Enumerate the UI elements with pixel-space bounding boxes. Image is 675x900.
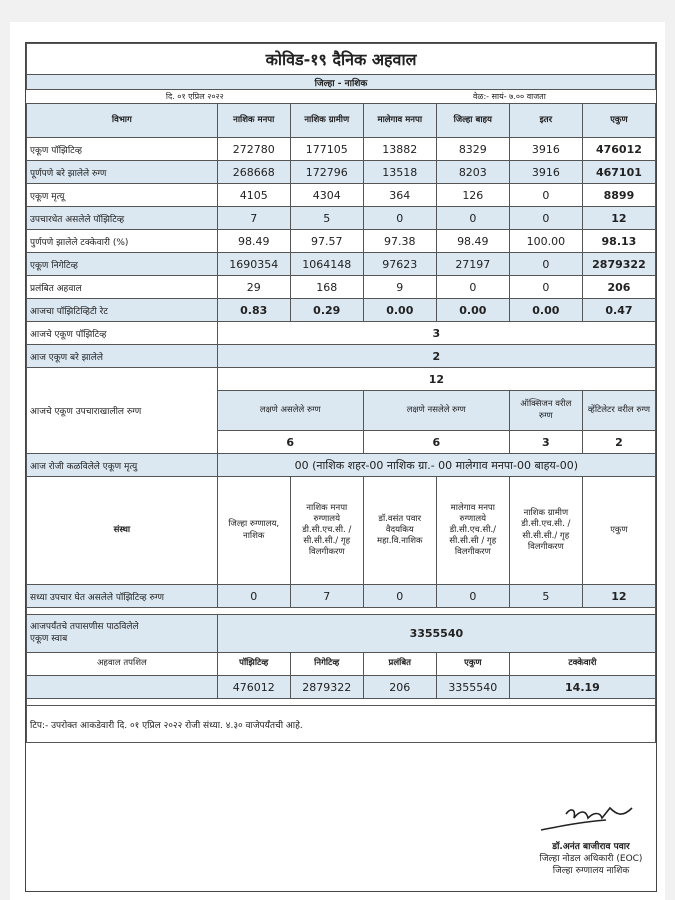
col-header: इतर — [509, 104, 582, 138]
swabs-value: 3355540 — [217, 615, 655, 653]
stat-row-value: 7 — [217, 207, 290, 230]
institution-value: 0 — [217, 585, 290, 608]
asymptomatic-value: 6 — [363, 431, 509, 454]
stat-row-value: 27197 — [436, 253, 509, 276]
institution-value: 5 — [509, 585, 582, 608]
report-percentage: 14.19 — [509, 676, 655, 699]
stat-row-label: आजचा पॉझिटिव्हिटी रेट — [27, 299, 218, 322]
stat-row-total: 476012 — [582, 138, 655, 161]
stat-row-label: उपचारधेत असलेले पॉझिटिव्ह — [27, 207, 218, 230]
institution-header: एकुण — [582, 477, 655, 585]
stat-row-value: 0.83 — [217, 299, 290, 322]
stat-row-total: 12 — [582, 207, 655, 230]
col-header: जिल्हा बाहय — [436, 104, 509, 138]
today-positive-label: आजचे एकूण पॉझिटिव्ह — [27, 322, 218, 345]
institution-header: जिल्हा रुग्णालय, नाशिक — [217, 477, 290, 585]
today-cured-value: 2 — [217, 345, 655, 368]
report-frame — [25, 42, 657, 892]
stat-row-label: एकूण निगेटिव्ह — [27, 253, 218, 276]
today-cured-label: आज एकूण बरे झालेले — [27, 345, 218, 368]
stat-row-total: 0.47 — [582, 299, 655, 322]
stat-row-value: 9 — [363, 276, 436, 299]
page-title: कोविड-१९ दैनिक अहवाल — [27, 44, 656, 75]
stat-row-value: 0 — [509, 276, 582, 299]
stat-row-value: 100.00 — [509, 230, 582, 253]
stat-row-value: 97.38 — [363, 230, 436, 253]
signature-block — [536, 800, 646, 877]
institution-value: 7 — [290, 585, 363, 608]
report-col-header: निगेटिव्ह — [290, 653, 363, 676]
institution-header: मालेगाव मनपा रुग्णालये डी.सी.एच.सी./ सी.सी.सी / गृह विलगीकरण — [436, 477, 509, 585]
under-treatment-label: आजचे एकूण उपचाराखालील रुग्ण — [27, 368, 218, 454]
stat-row-total: 8899 — [582, 184, 655, 207]
report-details-label: अहवाल तपशिल — [27, 653, 218, 676]
stat-row-value: 0 — [436, 207, 509, 230]
report-value: 206 — [363, 676, 436, 699]
district-label: जिल्हा - नाशिक — [27, 75, 656, 90]
stat-row-value: 29 — [217, 276, 290, 299]
stat-row-value: 0 — [509, 184, 582, 207]
stat-row-label: पुर्णपणे झालेले टक्केवारी (%) — [27, 230, 218, 253]
institution-header: नाशिक ग्रामीण डी.सी.एच.सी. /सी.सी.सी./ गृह विलगीकरण — [509, 477, 582, 585]
stat-row-value: 172796 — [290, 161, 363, 184]
institution-value: 0 — [363, 585, 436, 608]
report-sheet — [10, 22, 665, 900]
active-row-label: सध्या उपचार घेत असलेले पॉझिटिव्ह रुग्ण — [27, 585, 218, 608]
deaths-today-value: 00 (नाशिक शहर-00 नाशिक ग्रा.- 00 मालेगाव मनपा-00 बाहय-00) — [217, 454, 655, 477]
stat-row-value: 1690354 — [217, 253, 290, 276]
asymptomatic-header: लक्षणे नसलेले रुग्ण — [363, 391, 509, 431]
stat-row-value: 4304 — [290, 184, 363, 207]
stat-row-value: 98.49 — [436, 230, 509, 253]
stat-row-value: 4105 — [217, 184, 290, 207]
stats-body — [27, 138, 656, 322]
signatory-name: डॉ.अनंत बाजीराव पवार — [552, 841, 630, 852]
stat-row-value: 168 — [290, 276, 363, 299]
stat-row-value: 177105 — [290, 138, 363, 161]
stat-row-value: 0 — [363, 207, 436, 230]
report-date: दि. ०१ एप्रिल २०२२ — [27, 90, 364, 104]
stat-row-value: 5 — [290, 207, 363, 230]
stat-row-value: 8329 — [436, 138, 509, 161]
dept-header: विभाग — [27, 104, 218, 138]
stat-row-value: 13518 — [363, 161, 436, 184]
institution-total: 12 — [582, 585, 655, 608]
report-col-header: प्रलंबित — [363, 653, 436, 676]
symptomatic-value: 6 — [217, 431, 363, 454]
col-header: नाशिक मनपा — [217, 104, 290, 138]
signatory-office: जिल्हा रुग्णालय नाशिक — [552, 865, 630, 876]
today-positive-value: 3 — [217, 322, 655, 345]
stat-row-total: 98.13 — [582, 230, 655, 253]
stat-row-value: 0 — [436, 276, 509, 299]
stat-row-total: 467101 — [582, 161, 655, 184]
report-value: 3355540 — [436, 676, 509, 699]
report-col-header: एकुण — [436, 653, 509, 676]
report-blank-cell — [27, 676, 218, 699]
stat-row-total: 206 — [582, 276, 655, 299]
stat-row-value: 1064148 — [290, 253, 363, 276]
stat-row-value: 268668 — [217, 161, 290, 184]
swabs-label-line2: एकूण स्वाब — [30, 633, 68, 644]
institution-header: नाशिक मनपा रुग्णालये डी.सी.एच.सी. / सी.सी.सी./ गृह विलगीकरण — [290, 477, 363, 585]
oxygen-value: 3 — [509, 431, 582, 454]
stat-row-value: 97.57 — [290, 230, 363, 253]
stat-row-value: 272780 — [217, 138, 290, 161]
stat-row-value: 0.29 — [290, 299, 363, 322]
footnote: टिप:- उपरोक्त आकडेवारी दि. ०१ एप्रिल २०२२ रोजी संध्या. ४.३० वाजेपर्यंतची आहे. — [27, 706, 656, 743]
signature-mark — [536, 800, 646, 836]
col-header: मालेगाव मनपा — [363, 104, 436, 138]
stat-row-value: 0 — [509, 207, 582, 230]
stat-row-value: 0 — [509, 253, 582, 276]
stat-row-value: 13882 — [363, 138, 436, 161]
report-time: वेळ:- सायं- ७.०० वाजता — [363, 90, 655, 104]
institutions-label: संस्था — [27, 477, 218, 585]
stat-row-label: पूर्णपणे बरे झालेले रुग्ण — [27, 161, 218, 184]
stat-row-label: प्रलंबित अहवाल — [27, 276, 218, 299]
report-col-header: टक्केवारी — [509, 653, 655, 676]
stat-row-total: 2879322 — [582, 253, 655, 276]
oxygen-header: ऑक्सिजन वरील रुग्ण — [509, 391, 582, 431]
institution-header: डॉ.वसंत पवार वैदयकिय महा.वि.नाशिक — [363, 477, 436, 585]
stat-row-label: एकूण मृत्यू — [27, 184, 218, 207]
stat-row-value: 126 — [436, 184, 509, 207]
deaths-today-label: आज रोजी कळविलेले एकूण मृत्यु — [27, 454, 218, 477]
stat-row-value: 0.00 — [509, 299, 582, 322]
stat-row-value: 0.00 — [363, 299, 436, 322]
stat-row-value: 8203 — [436, 161, 509, 184]
institution-value: 0 — [436, 585, 509, 608]
stat-row-value: 98.49 — [217, 230, 290, 253]
swabs-label — [27, 615, 218, 653]
under-treatment-total: 12 — [217, 368, 655, 391]
stat-row-value: 3916 — [509, 161, 582, 184]
stat-row-value: 3916 — [509, 138, 582, 161]
stat-row-value: 364 — [363, 184, 436, 207]
stat-row-label: एकूण पॉझिटिव्ह — [27, 138, 218, 161]
col-header: एकुण — [582, 104, 655, 138]
stat-row-value: 97623 — [363, 253, 436, 276]
report-col-header: पॉझिटिव्ह — [217, 653, 290, 676]
col-header: नाशिक ग्रामीण — [290, 104, 363, 138]
report-table — [26, 43, 656, 743]
report-value: 2879322 — [290, 676, 363, 699]
swabs-label-line1: आजपर्यंतचे तपासणीस पाठविलेले — [30, 621, 139, 632]
ventilator-header: व्हेंटिलेटर वरील रुग्ण — [582, 391, 655, 431]
ventilator-value: 2 — [582, 431, 655, 454]
report-value: 476012 — [217, 676, 290, 699]
signatory-designation: जिल्हा नोडल अधिकारी (EOC) — [539, 853, 643, 864]
symptomatic-header: लक्षणे असलेले रुग्ण — [217, 391, 363, 431]
stat-row-value: 0.00 — [436, 299, 509, 322]
